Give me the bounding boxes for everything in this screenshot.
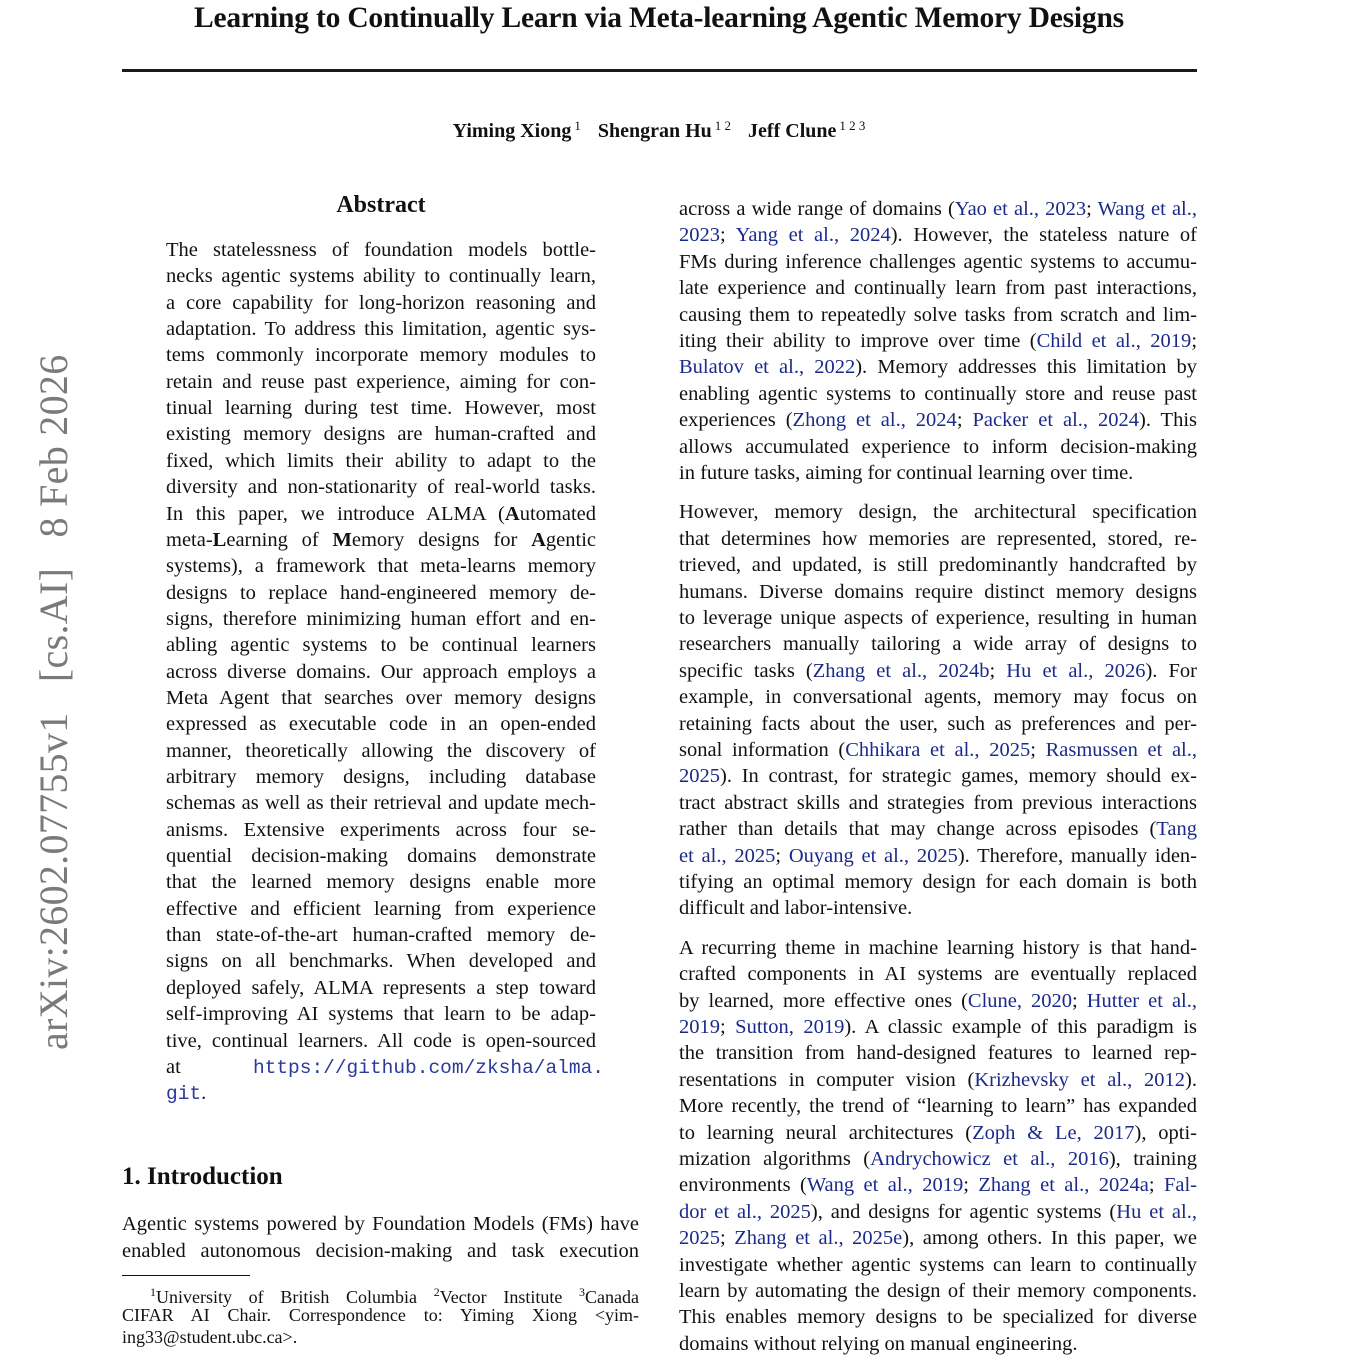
text-fragment: ). However, the stateless nature of	[890, 224, 1198, 247]
text-fragment: ;	[1072, 989, 1087, 1012]
arxiv-date: 8 Feb 2026	[31, 354, 76, 538]
paragraph-line	[679, 961, 1197, 987]
text-fragment: to leverage unique aspects of experience, resulting in human	[679, 607, 1197, 629]
paragraph-line	[679, 1225, 1197, 1251]
abstract-line: fixed, which limits their ability to adapt to the	[166, 449, 596, 472]
text-fragment: humans. Diverse domains require distinct memory designs	[679, 580, 1197, 603]
text-fragment: ). A classic example of this paradigm is	[844, 1016, 1198, 1038]
text-fragment: ). In contrast, for strategic games, memory should ex-	[720, 765, 1197, 788]
text-fragment: at	[166, 1055, 253, 1078]
abstract-line: self-improving AI systems that learn to be adap-	[166, 1003, 596, 1026]
paragraph-line	[679, 434, 1197, 460]
text-fragment: ;	[1148, 1174, 1164, 1197]
affiliation: $^3$Canada	[579, 1285, 639, 1307]
citation-link[interactable]: Andrychowicz et al., 2016	[870, 1148, 1109, 1170]
citation-link[interactable]: et al., 2025	[679, 844, 776, 867]
citation-link[interactable]: Rasmussen et al.,	[1045, 739, 1197, 761]
text-fragment: ;	[1030, 739, 1046, 761]
arxiv-category: [cs.AI]	[31, 567, 76, 683]
abstract-line: expressed as executable code in an open-ended	[166, 713, 596, 736]
paragraph-line	[679, 1199, 1197, 1225]
abstract-line: systems), a framework that meta-learns memory	[166, 555, 596, 578]
citation-link[interactable]: Chhikara et al., 2025	[845, 739, 1031, 761]
text-fragment: However, memory design, the architectural specification	[679, 501, 1197, 524]
paragraph-line	[679, 222, 1197, 248]
text-fragment: domains without relying on manual engineering.	[679, 1332, 1078, 1355]
text-fragment: .	[201, 1082, 207, 1105]
text-fragment: allows accumulated experience to inform decision-making	[679, 435, 1197, 458]
paragraph-line	[679, 499, 1197, 525]
affiliation: $^1$University of British Columbia	[150, 1285, 418, 1307]
text-fragment: ). This	[1139, 409, 1197, 432]
abstract-line: tems commonly incorporate memory modules to	[166, 344, 596, 367]
text-fragment: ). Therefore, manually iden-	[957, 844, 1197, 867]
paragraph-line	[679, 526, 1197, 552]
citation-link[interactable]: Zoph & Le, 2017	[972, 1121, 1135, 1144]
paragraph-line	[679, 1278, 1197, 1304]
citation-link[interactable]: 2025	[679, 1227, 720, 1250]
paragraph-line	[679, 460, 1197, 486]
paragraph-line	[679, 711, 1197, 737]
text-fragment: ;	[775, 844, 789, 867]
text-fragment: tract abstract skills and strategies from previous interactions	[679, 791, 1197, 814]
citation-link[interactable]: Yao et al., 2023	[954, 198, 1087, 220]
text-fragment: experiences (	[679, 409, 793, 432]
text-fragment: ;	[1191, 330, 1198, 352]
paragraph-line	[679, 407, 1197, 433]
citation-link[interactable]: Ouyang et al., 2025	[788, 844, 958, 867]
abstract-line: deployed safely, ALMA represents a step toward	[166, 976, 596, 999]
author: Jeff Clune $^{1 2 3}$	[748, 118, 866, 142]
citation-link[interactable]: Zhang et al., 2025e	[734, 1227, 903, 1250]
text-fragment: enabling agentic systems to continually store and reuse past	[679, 382, 1197, 405]
abstract-line: quential decision-making domains demonstrate	[166, 845, 596, 868]
citation-link[interactable]: Zhong et al., 2024	[792, 409, 957, 432]
text-fragment: ). Memory addresses this limitation by	[855, 356, 1197, 379]
citation-link[interactable]: Wang et al., 2019	[806, 1174, 964, 1197]
text-fragment: across a wide range of domains (	[679, 198, 955, 220]
github-link[interactable]: https://github.com/zksha/alma.	[252, 1056, 604, 1079]
paragraph-line	[679, 1146, 1197, 1172]
paragraph-line	[679, 1252, 1197, 1278]
abstract-line: meta-Learning of Memory designs for Agentic	[166, 528, 596, 551]
paragraph-line	[679, 275, 1197, 301]
abstract-line: tive, continual learners. All code is open-sourced	[166, 1029, 596, 1052]
abstract-line: In this paper, we introduce ALMA (Automated	[166, 502, 596, 525]
paragraph-line	[679, 684, 1197, 710]
text-fragment: ).	[1185, 1068, 1197, 1091]
text-fragment: investigate whether agentic systems can learn to continually	[679, 1253, 1197, 1276]
text-fragment: tifying an optimal memory design for each domain is both	[679, 871, 1197, 893]
paper-title: Learning to Continually Learn via Meta-learning Agentic Memory Designs	[194, 2, 1124, 34]
text-fragment: ;	[989, 659, 1007, 682]
text-fragment: crafted components in AI systems are eventually replaced	[679, 963, 1197, 986]
citation-link[interactable]: Krizhevsky et al., 2012	[974, 1068, 1186, 1091]
paragraph-line	[679, 935, 1197, 961]
text-line: Agentic systems powered by Foundation Models (FMs) have	[122, 1213, 639, 1235]
abstract-line: that the learned memory designs enable more	[166, 871, 596, 894]
paragraph-line	[679, 1120, 1197, 1146]
text-fragment: example, in conversational agents, memory may focus on	[679, 686, 1197, 709]
paragraph-line	[679, 790, 1197, 816]
citation-link[interactable]: Hu et al., 2026	[1006, 659, 1146, 682]
author-list	[0, 118, 1318, 143]
abstract-line: across diverse domains. Our approach employs a	[166, 660, 596, 683]
paragraph-line	[679, 737, 1197, 763]
abstract-line: adaptation. To address this limitation, agentic sys-	[166, 318, 596, 341]
citation-link[interactable]: Packer et al., 2024	[972, 409, 1139, 432]
text-fragment: in future tasks, aiming for continual learning over time.	[679, 462, 1134, 484]
citation-link[interactable]: dor et al., 2025	[679, 1200, 811, 1223]
text-fragment: by learned, more effective ones (	[679, 989, 968, 1012]
text-fragment: ). For	[1145, 659, 1197, 682]
text-fragment: learn by automating the design of their memory components.	[679, 1280, 1197, 1302]
citation-link[interactable]: Clune, 2020	[967, 989, 1073, 1012]
text-fragment: sonal information (	[679, 739, 846, 761]
text-fragment: FMs during inference challenges agentic systems to accumu-	[679, 250, 1197, 273]
abstract-line: abling agentic systems to be continual learners	[166, 634, 596, 657]
paragraph-line	[679, 631, 1197, 657]
abstract-line: necks agentic systems ability to continually learn,	[166, 265, 596, 288]
citation-link[interactable]: 2019	[679, 1016, 720, 1038]
paragraph-line	[679, 196, 1197, 222]
text-fragment: rather than details that may change across episodes (	[679, 818, 1157, 841]
abstract-line: existing memory designs are human-crafted and	[166, 423, 596, 446]
text-fragment: ;	[1086, 198, 1098, 220]
text-fragment: A recurring theme in machine learning history is that hand-	[679, 936, 1197, 959]
paragraph-line	[679, 816, 1197, 842]
footnote-rule	[122, 1275, 250, 1276]
text-fragment: ), opti-	[1134, 1121, 1198, 1144]
abstract-line: than state-of-the-art human-crafted memory de-	[166, 924, 596, 947]
text-fragment: researchers manually tailoring a wide array of designs to	[679, 633, 1197, 656]
citation-link[interactable]: Bulatov et al., 2022	[679, 356, 856, 379]
text-fragment: the transition from hand-designed features to learned rep-	[679, 1042, 1197, 1065]
paragraph-line	[679, 763, 1197, 789]
abstract-line: retain and reuse past experience, aiming for con-	[166, 370, 596, 393]
text-fragment: More recently, the trend of “learning to learn” has expanded	[679, 1095, 1197, 1118]
paragraph-line	[679, 1040, 1197, 1066]
citation-link[interactable]: Zhang et al., 2024a	[978, 1174, 1149, 1197]
text-line: enabled autonomous decision-making and task execution	[122, 1239, 639, 1262]
author: Shengran Hu $^{1 2}$	[597, 118, 732, 142]
text-fragment: resentations in computer vision (	[679, 1068, 975, 1091]
paragraph-line	[679, 988, 1197, 1014]
paragraph-line	[679, 843, 1197, 869]
paragraph-line	[679, 605, 1197, 631]
abstract-line: signs on all benchmarks. When developed and	[166, 950, 596, 973]
abstract-line: signs, therefore minimizing human effort and en-	[166, 607, 596, 630]
abstract-line: effective and efficient learning from experience	[166, 897, 596, 920]
text-fragment: causing them to repeatedly solve tasks from scratch and lim-	[679, 303, 1197, 326]
text-fragment: ;	[956, 409, 973, 432]
paragraph-line	[679, 381, 1197, 407]
text-fragment: mization algorithms (	[679, 1148, 871, 1170]
github-link[interactable]: git	[166, 1083, 202, 1106]
citation-link[interactable]: Hutter et al.,	[1086, 989, 1198, 1012]
footnote-correspondence: CIFAR AI Chair. Correspondence to: Yiming Xiong <yim-	[122, 1305, 639, 1325]
paragraph-line	[679, 1172, 1197, 1198]
text-fragment: iting their ability to improve over time (	[679, 330, 1037, 352]
text-fragment: ), and designs for agentic systems (	[810, 1200, 1117, 1223]
paragraph-line	[679, 328, 1197, 354]
title-rule	[122, 69, 1197, 72]
text-fragment: retaining facts about the user, such as preferences and per-	[679, 712, 1197, 735]
arxiv-id: arXiv:2602.07755v1	[31, 712, 76, 1050]
text-fragment: ), among others. In this paper, we	[902, 1227, 1197, 1250]
text-fragment: environments (	[679, 1174, 807, 1197]
section-heading-introduction: 1. Introduction	[122, 1163, 283, 1190]
paragraph-line	[679, 1014, 1197, 1040]
citation-link[interactable]: Yang et al., 2024	[735, 224, 891, 247]
text-fragment: trieved, and updated, is still predominantly handcrafted by	[679, 554, 1197, 577]
citation-link[interactable]: Sutton, 2019	[735, 1016, 845, 1038]
paragraph-line	[679, 869, 1197, 895]
paragraph-line	[679, 579, 1197, 605]
abstract-line: anisms. Extensive experiments across four se-	[166, 818, 596, 841]
abstract-line: a core capability for long-horizon reasoning and	[166, 291, 596, 314]
text-fragment: This enables memory designs to be specialized for diverse	[679, 1306, 1197, 1329]
abstract-line: schemas as well as their retrieval and update mech-	[166, 792, 596, 815]
citation-link[interactable]: 2025	[679, 765, 720, 788]
abstract-line: designs to replace hand-engineered memory de-	[166, 581, 596, 604]
paragraph-line	[679, 895, 1197, 921]
paragraph-line	[679, 249, 1197, 275]
text-fragment: to learning neural architectures (	[679, 1121, 973, 1144]
citation-link[interactable]: Tang	[1156, 818, 1197, 841]
abstract-line: arbitrary memory designs, including database	[166, 766, 596, 788]
paragraph-line	[679, 302, 1197, 328]
text-fragment: ;	[720, 224, 736, 247]
abstract-line: The statelessness of foundation models bottle-	[166, 239, 596, 261]
abstract-line: manner, theoretically allowing the discovery of	[166, 739, 596, 762]
text-fragment: late experience and continually learn from past interactions,	[679, 277, 1197, 300]
paragraph-line	[679, 354, 1197, 380]
citation-link[interactable]: Wang et al.,	[1097, 198, 1197, 220]
abstract-line: Meta Agent that searches over memory designs	[166, 686, 596, 709]
author: Yiming Xiong $^1$	[452, 118, 581, 142]
paragraph-line	[679, 1093, 1197, 1119]
abstract-line: diversity and non-stationarity of real-world tasks.	[166, 476, 596, 499]
paragraph-line	[679, 1331, 1197, 1357]
abstract-line: tinual learning during test time. However, most	[166, 397, 596, 420]
paragraph-line	[679, 1304, 1197, 1330]
paragraph-line	[679, 552, 1197, 578]
citation-link[interactable]: Hu et al.,	[1116, 1200, 1197, 1223]
text-fragment: ;	[963, 1174, 979, 1197]
citation-link[interactable]: 2023	[679, 224, 720, 247]
footnote-email: ing33@student.ubc.ca>.	[122, 1327, 298, 1347]
text-fragment: ;	[720, 1227, 735, 1250]
text-fragment: ), training	[1108, 1148, 1197, 1170]
abstract-heading: Abstract	[336, 192, 426, 218]
affiliation: $^2$Vector Institute	[433, 1285, 563, 1307]
arxiv-stamp	[30, 335, 77, 1051]
text-fragment: ;	[720, 1016, 736, 1038]
text-fragment: difficult and labor-intensive.	[679, 897, 913, 920]
citation-link[interactable]: Zhang et al., 2024b	[812, 659, 990, 682]
abstract-line	[166, 1080, 596, 1107]
citation-link[interactable]: Fal-	[1163, 1174, 1197, 1197]
citation-link[interactable]: Child et al., 2019	[1036, 330, 1192, 352]
text-fragment: that determines how memories are represented, stored, re-	[679, 527, 1197, 550]
paragraph-line	[679, 1067, 1197, 1093]
text-fragment: specific tasks (	[679, 659, 813, 682]
abstract-line	[166, 1054, 604, 1081]
paragraph-line	[679, 658, 1197, 684]
